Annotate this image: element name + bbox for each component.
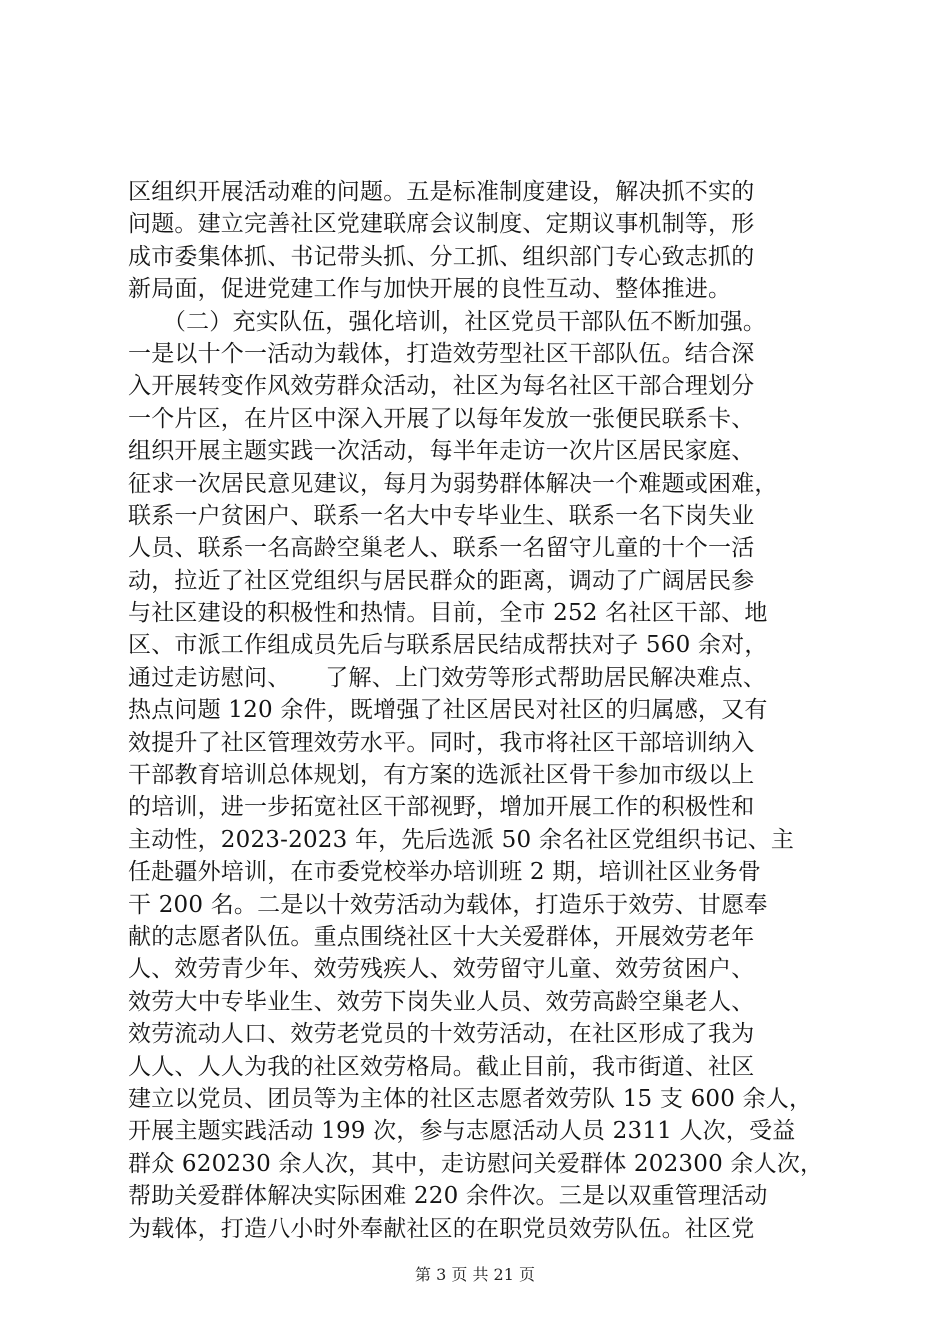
text-line: 问题。建立完善社区党建联席会议制度、定期议事机制等，形 xyxy=(128,211,755,238)
text-line: 建立以党员、团员等为主体的社区志愿者效劳队 15 支 600 余人， xyxy=(128,1085,813,1112)
text-line: 区、市派工作组成员先后与联系居民结成帮扶对子 560 余对， xyxy=(128,632,768,659)
text-line: 与社区建设的积极性和热情。目前，全市 252 名社区干部、地 xyxy=(128,600,768,627)
page-number: 第 3 页 共 21 页 xyxy=(415,1265,535,1284)
text-line: 组织开展主题实践一次活动，每半年走访一次片区居民家庭、 xyxy=(128,438,755,465)
text-line: 群众 620230 余人次，其中，走访慰问关爱群体 202300 余人次， xyxy=(128,1150,824,1177)
text-line: 帮助关爱群体解决实际困难 220 余件次。三是以双重管理活动 xyxy=(128,1183,768,1210)
text-line: 任赴疆外培训，在市委党校举办培训班 2 期，培训社区业务骨 xyxy=(128,859,762,886)
text-line: 为载体，打造八小时外奉献社区的在职党员效劳队伍。社区党 xyxy=(128,1215,755,1242)
text-line: 人员、联系一名高龄空巢老人、联系一名留守儿童的十个一活 xyxy=(128,535,755,562)
text-line: 通过走访慰问、 了解、上门效劳等形式帮助居民解决难点、 xyxy=(128,664,767,691)
text-line: 成市委集体抓、书记带头抓、分工抓、组织部门专心致志抓的 xyxy=(128,243,755,270)
text-line: 效提升了社区管理效劳水平。同时，我市将社区干部培训纳入 xyxy=(128,729,755,756)
text-line: 一个片区，在片区中深入开展了以每年发放一张便民联系卡、 xyxy=(128,405,755,432)
text-line: 征求一次居民意见建议，每月为弱势群体解决一个难题或困难， xyxy=(128,470,778,497)
text-line: 效劳流动人口、效劳老党员的十效劳活动，在社区形成了我为 xyxy=(128,1021,755,1048)
page-footer xyxy=(0,1262,950,1285)
text-line: 区组织开展活动难的问题。五是标准制度建设，解决抓不实的 xyxy=(128,179,755,205)
text-line: 人、效劳青少年、效劳残疾人、效劳留守儿童、效劳贫困户、 xyxy=(128,956,755,983)
text-line: 干部教育培训总体规划，有方案的选派社区骨干参加市级以上 xyxy=(128,762,755,789)
text-line: 人人、人人为我的社区效劳格局。截止目前，我市街道、社区 xyxy=(128,1053,755,1080)
text-line: 干 200 名。二是以十效劳活动为载体，打造乐于效劳、甘愿奉 xyxy=(128,891,768,918)
text-line: 动，拉近了社区党组织与居民群众的距离，调动了广阔居民参 xyxy=(128,567,755,594)
text-line: 联系一户贫困户、联系一名大中专毕业生、联系一名下岗失业 xyxy=(128,502,755,529)
text-line: 开展主题实践活动 199 次，参与志愿活动人员 2311 人次，受益 xyxy=(128,1118,796,1145)
body-text xyxy=(128,176,828,1245)
text-line: 主动性，2023-2023 年，先后选派 50 余名社区党组织书记、主 xyxy=(128,826,795,853)
text-line: 的培训，进一步拓宽社区干部视野，增加开展工作的积极性和 xyxy=(128,794,755,821)
text-line: 献的志愿者队伍。重点围绕社区十大关爱群体，开展效劳老年 xyxy=(128,923,755,950)
text-line: 入开展转变作风效劳群众活动，社区为每名社区干部合理划分 xyxy=(128,373,755,400)
text-line: 效劳大中专毕业生、效劳下岗失业人员、效劳高龄空巢老人、 xyxy=(128,988,755,1015)
section-heading-line: （二）充实队伍，强化培训，社区党员干部队伍不断加强。 xyxy=(128,308,767,335)
text-line: 新局面，促进党建工作与加快开展的良性互动、整体推进。 xyxy=(128,276,732,303)
text-line: 一是以十个一活动为载体，打造效劳型社区干部队伍。结合深 xyxy=(128,340,755,367)
text-line: 热点问题 120 余件，既增强了社区居民对社区的归属感，又有 xyxy=(128,697,768,724)
